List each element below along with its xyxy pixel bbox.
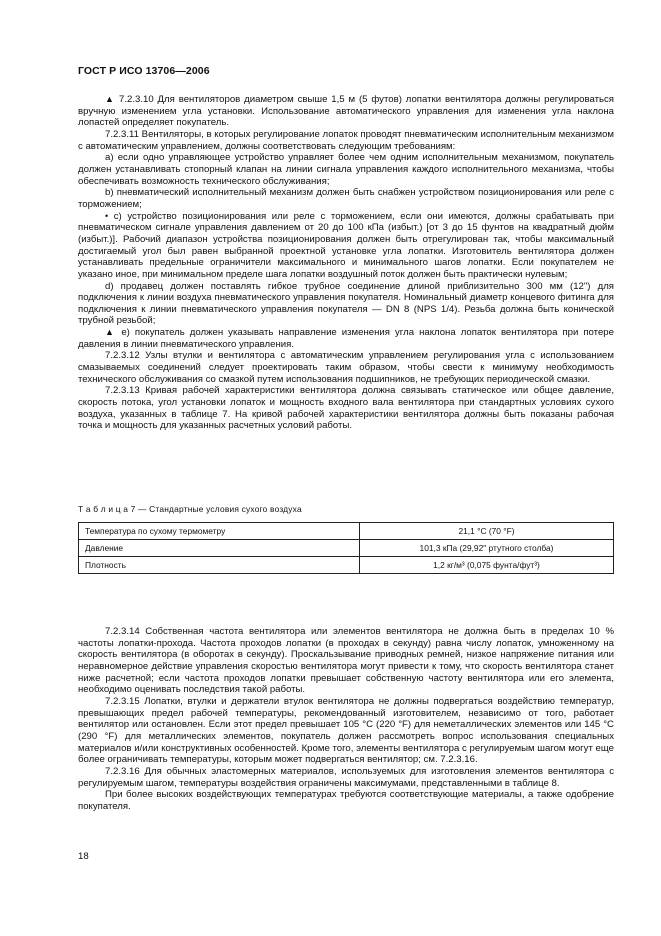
bullet-marker-icon: • <box>105 210 109 221</box>
table-cell-param: Давление <box>79 540 360 557</box>
paragraph-7-2-3-13: 7.2.3.13 Кривая рабочей характеристики вентилятора должна связывать статическое или общее давление, скорость потока, угол установки лопаток и мощность входного вала вентилятора при стандартных условиях сухого воздуха, указанных в таблице 7. На кривой рабочей характеристики вентилятора должны быть показаны рабочая точка и мощность для указанных расчетных условий работы. <box>78 385 614 432</box>
paragraph-7-2-3-10: ▲ 7.2.3.10 Для вентиляторов диаметром свыше 1,5 м (5 футов) лопатки вентилятора должны регулироваться вручную изменением угла установки. Использование автоматического управления для изменения угла наклона лопастей определяет покупатель. <box>78 94 614 129</box>
paragraph-7-2-3-16: 7.2.3.16 Для обычных эластомерных материалов, используемых для изготовления элементов вентилятора с регулируемым шагом, температуры воздействия ограничены максимумами, представленными в таблице 8. <box>78 765 614 789</box>
document-header: ГОСТ Р ИСО 13706—2006 <box>78 65 210 77</box>
table-cell-value: 1,2 кг/м³ (0,075 фунта/фут³) <box>360 557 614 574</box>
paragraph-closing: При более высоких воздействующих температурах требуются соответствующие материалы, а также одобрение покупателя. <box>78 789 614 812</box>
body-section-2 <box>78 626 614 813</box>
table-row <box>79 523 614 540</box>
page-number: 18 <box>78 851 89 862</box>
table-caption: Т а б л и ц а 7 — Стандартные условия сухого воздуха <box>78 504 302 514</box>
table-cell-param: Плотность <box>79 557 360 574</box>
triangle-marker-icon: ▲ <box>105 94 116 104</box>
table-row <box>79 557 614 574</box>
triangle-marker-icon: ▲ <box>105 327 117 338</box>
list-item-b: b) пневматический исполнительный механизм должен быть снабжен устройством позиционирования или реле с торможением; <box>78 187 614 210</box>
list-item-e: ▲ e) покупатель должен указывать направление изменения угла наклона лопаток вентилятора при потере давления в линии пневматического управления. <box>78 327 614 350</box>
table-cell-value: 21,1 °С (70 °F) <box>360 523 614 540</box>
body-section-1 <box>78 94 614 432</box>
list-item-c: • c) устройство позиционирования или реле с торможением, если они имеются, должны срабатывать при пневматическом сигнале управления давлением от 20 до 100 кПа (избыт.) [от 3 до 15 фунтов на квадратный дюйм (избыт.)]. Рабочий диапазон устройства позиционирования должен быть отрегулирован так, чтобы максимальный достигаемый угол был равен выбранной проектной установке угла лопатки. Изготовитель вентилятора должен устанавливать предельные ограничители максимального и минимального шагов лопатки. Если покупателем не указано иное, при минимальном пределе шага лопатки воздушный поток должен быть практически нулевым; <box>78 210 614 280</box>
list-item-a: a) если одно управляющее устройство управляет более чем одним исполнительным механизмом, покупатель должен устанавливать стопорный клапан на линии сигнала управления каждого исполнительного механизма, чтобы обеспечивать возможность технического обслуживания; <box>78 152 614 187</box>
table-7 <box>78 504 614 574</box>
paragraph-7-2-3-12: 7.2.3.12 Узлы втулки и вентилятора с автоматическим управлением регулирования угла с использованием смазываемых соединений следует проектировать таким образом, чтобы свести к минимуму необходимость технического обслуживания со смазкой путем использования подшипников, не требующих периодической смазки. <box>78 350 614 385</box>
list-item-d: d) продавец должен поставлять гибкое трубное соединение длиной приблизительно 300 мм (12") для подключения к линии воздуха пневматического управления покупателя. Номинальный диаметр концевого фитинга для подключения к линии пневматического управления покупателя — DN 8 (NPS 1/4). Резьба должна быть конической трубной резьбой; <box>78 280 614 327</box>
conditions-table <box>78 522 614 574</box>
table-row <box>79 540 614 557</box>
paragraph-7-2-3-15: 7.2.3.15 Лопатки, втулки и держатели втулок вентилятора не должны подвергаться воздействию температур, превышающих предел рабочей температуры, рекомендованный изготовителем, независимо от того, работает вентилятор или остановлен. Если этот предел превышает 105 °С (220 °F) для неметаллических элементов или 145 °С (290 °F) для металлических элементов, покупатель должен рассмотреть вопрос использования специальных материалов и/или конструктивных особенностей. Кроме того, элементы вентилятора с регулируемым шагом могут еще более ограничивать температуры, которым может подвергаться вентилятор; см. 7.2.3.16. <box>78 695 614 766</box>
table-cell-value: 101,3 кПа (29,92" ртутного столба) <box>360 540 614 557</box>
table-cell-param: Температура по сухому термометру <box>79 523 360 540</box>
paragraph-7-2-3-11: 7.2.3.11 Вентиляторы, в которых регулирование лопаток проводят пневматическим исполнительным механизмом с автоматическим управлением, должны соответствовать следующим требованиям: <box>78 128 614 152</box>
paragraph-7-2-3-14: 7.2.3.14 Собственная частота вентилятора или элементов вентилятора не должна быть в пределах 10 % частоты лопатки-прохода. Частота проходов лопатки (в проходах в секунду) равна числу лопаток, умноженному на скорость вентилятора (в оборотах в секунду). Проскальзывание приводных ремней, низкое напряжение питания или неравномерное действие управления скоростью вентилятора могут привести к тому, что скорость вентилятора станет ниже расчетной; если частота проходов лопатки превышает собственную частоту вентилятора или его элемента, необходимо оценивать последствия такой работы. <box>78 626 614 696</box>
